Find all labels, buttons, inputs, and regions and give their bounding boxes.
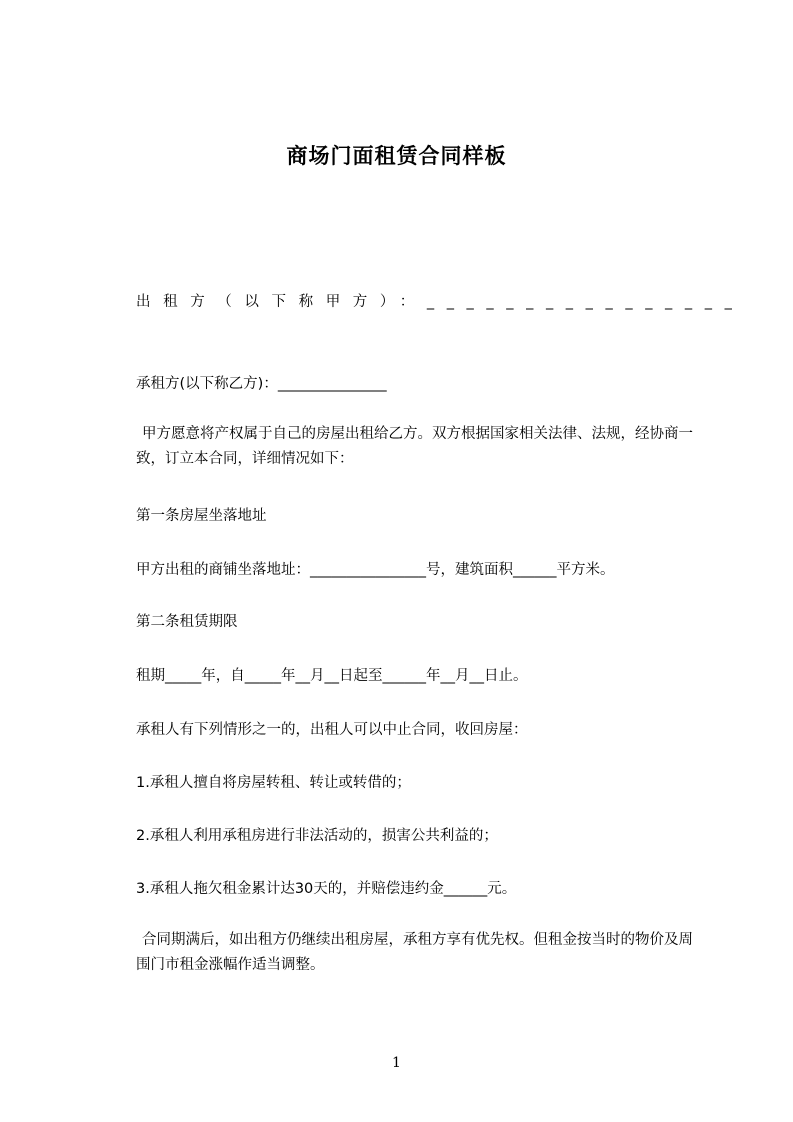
lessee-line: 承租方(以下称乙方)：_______________ <box>136 376 387 392</box>
article2-heading: 第二条租赁期限 <box>136 614 238 630</box>
document-title: 商场门面租赁合同样板 <box>286 144 507 168</box>
lease-term-line: 租期_____年，自_____年__月__日起至______年__月__日止。 <box>136 668 528 684</box>
page-number: 1 <box>392 1055 401 1071</box>
lessor-line: 出租方（以下称甲方）：________________ <box>136 294 745 310</box>
article1-text: 甲方出租的商铺坐落地址：________________号，建筑面积______平方米。 <box>136 562 615 578</box>
termination-clause-3: 3.承租人拖欠租金累计达30天的，并赔偿违约金______元。 <box>136 881 517 897</box>
termination-intro: 承租人有下列情形之一的，出租人可以中止合同，收回房屋： <box>136 722 528 738</box>
article1-heading: 第一条房屋坐落地址 <box>136 508 267 524</box>
termination-clause-1: 1.承租人擅自将房屋转租、转让或转借的； <box>136 775 411 791</box>
renewal-paragraph: 合同期满后，如出租方仍继续出租房屋，承租方享有优先权。但租金按当时的物价及周围门市租金涨幅作适当调整。 <box>136 932 693 973</box>
intro-paragraph: 甲方愿意将产权属于自己的房屋出租给乙方。双方根据国家相关法律、法规，经协商一致，订立本合同，详细情况如下： <box>136 426 693 467</box>
termination-clause-2: 2.承租人利用承租房进行非法活动的，损害公共利益的； <box>136 828 498 844</box>
